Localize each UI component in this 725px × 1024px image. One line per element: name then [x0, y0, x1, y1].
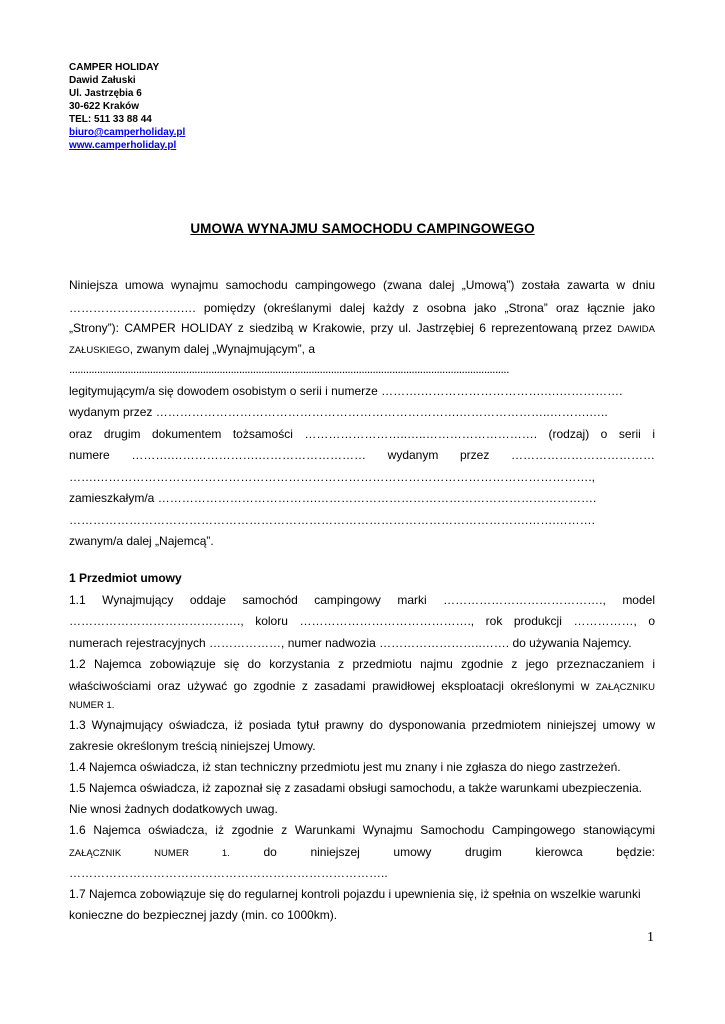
- phone-number: TEL: 511 33 88 44: [69, 114, 152, 125]
- street-address: Ul. Jastrzębia 6: [69, 88, 142, 99]
- page-number: 1: [647, 930, 654, 945]
- clause-line: ……………………………………., koloru ……………………………………., rok produkcji ……………, o: [69, 614, 655, 628]
- clause-line: 1.3 Wynajmujący oświadcza, iż posiada tytuł prawny do dysponowania przedmiotem niniejszej umowy w: [69, 718, 655, 732]
- clause-line: NUMER 1.: [69, 700, 115, 711]
- intro-line: ……………………….…. pomiędzy (określanymi dalej każdy z osobna jako „Strona” oraz łącznie jako: [69, 301, 655, 315]
- clause-line: 1.1 Wynajmujący oddaje samochód campingowy marki …………………………………., model: [69, 593, 655, 607]
- clause-line: 1.4 Najemca oświadcza, iż stan techniczny przedmiotu jest mu znany i nie zgłasza do niego zastrzeżeń.: [69, 760, 621, 774]
- intro-line: numere ……….………………….……………………… wydanym przez ………………………………: [69, 448, 655, 462]
- company-header: [69, 61, 185, 152]
- clause-line: ZAŁĄCZNIK NUMER 1. do niniejszej umowy drugim kierowca będzie:: [69, 845, 655, 859]
- company-name: CAMPER HOLIDAY: [69, 62, 160, 73]
- clause-line: zakresie określonym treścią niniejszej Umowy.: [69, 739, 316, 753]
- clause-line: Nie wnosi żadnych dodatkowych uwag.: [69, 802, 278, 816]
- fill-line: ……………………………………………………………………..: [69, 866, 388, 880]
- intro-line: wydanym przez ………………………………………………………………….…………………..……….…..: [69, 405, 608, 419]
- section-heading: 1 Przedmiot umowy: [69, 571, 182, 585]
- intro-line: oraz drugim dokumentem tożsamości ……………………..…..………………………. (rodzaj) o serii i: [69, 427, 655, 441]
- email-link[interactable]: biuro@camperholiday.pl: [69, 127, 186, 138]
- intro-line: zwanym/a dalej „Najemcą”.: [69, 534, 214, 548]
- city-address: 30-622 Kraków: [69, 101, 140, 112]
- clause-line: 1.6 Najemca oświadcza, iż zgodnie z Warunkami Wynajmu Samochodu Campingowego stanowiącymi: [69, 823, 655, 837]
- fill-line: ..............................................................................................................................................................: [69, 362, 509, 376]
- clause-line: konieczne do bezpiecznej jazdy (min. co 1000km).: [69, 908, 338, 922]
- clause-line: numerach rejestracyjnych ………………, numer nadwozia ……………………..……. do używania Najemcy.: [69, 636, 632, 650]
- clause-line: 1.7 Najemca zobowiązuje się do regularnej kontroli pojazdu i upewnienia się, iż spełnia on wszelkie warunki: [69, 887, 641, 901]
- owner-name: Dawid Załuski: [69, 75, 136, 86]
- intro-line: ZAŁUSKIEGO, zwanym dalej „Wynajmującym”, a: [69, 342, 315, 356]
- intro-line: „Strony”): CAMPER HOLIDAY z siedzibą w Krakowie, przy ul. Jastrzębiej 6 reprezentowaną przez DAWIDA: [69, 321, 655, 335]
- clause-line: właściwościami oraz używać go zgodnie z zasadami prawidłowej eksploatacji określonymi w ZAŁĄCZNIKU: [69, 679, 655, 693]
- intro-line: legitymującym/a się dowodem osobistym o serii i numerze ……….………………………….….…………….: [69, 384, 623, 398]
- website-link[interactable]: www.camperholiday.pl: [69, 140, 177, 151]
- intro-line: Niniejsza umowa wynajmu samochodu campingowego (zwana dalej „Umową”) została zawarta w dniu: [69, 278, 655, 292]
- fill-line: …………………………………………………………………………………………………….…….……….: [69, 513, 596, 527]
- intro-line: zamieszkałym/a ………………………………….…………………………………………………………….: [69, 491, 597, 505]
- document-title: UMOWA WYNAJMU SAMOCHODU CAMPINGOWEGO: [190, 221, 535, 236]
- clause-line: 1.2 Najemca zobowiązuje się do korzystania z przedmiotu najmu zgodnie z jego przeznaczaniem i: [69, 657, 655, 671]
- clause-line: 1.5 Najemca oświadcza, iż zapoznał się z zasadami obsługi samochodu, a także warunkami ubezpieczenia.: [69, 781, 642, 795]
- fill-line: …….…………………………………………………………………………………………………………….,: [69, 470, 596, 484]
